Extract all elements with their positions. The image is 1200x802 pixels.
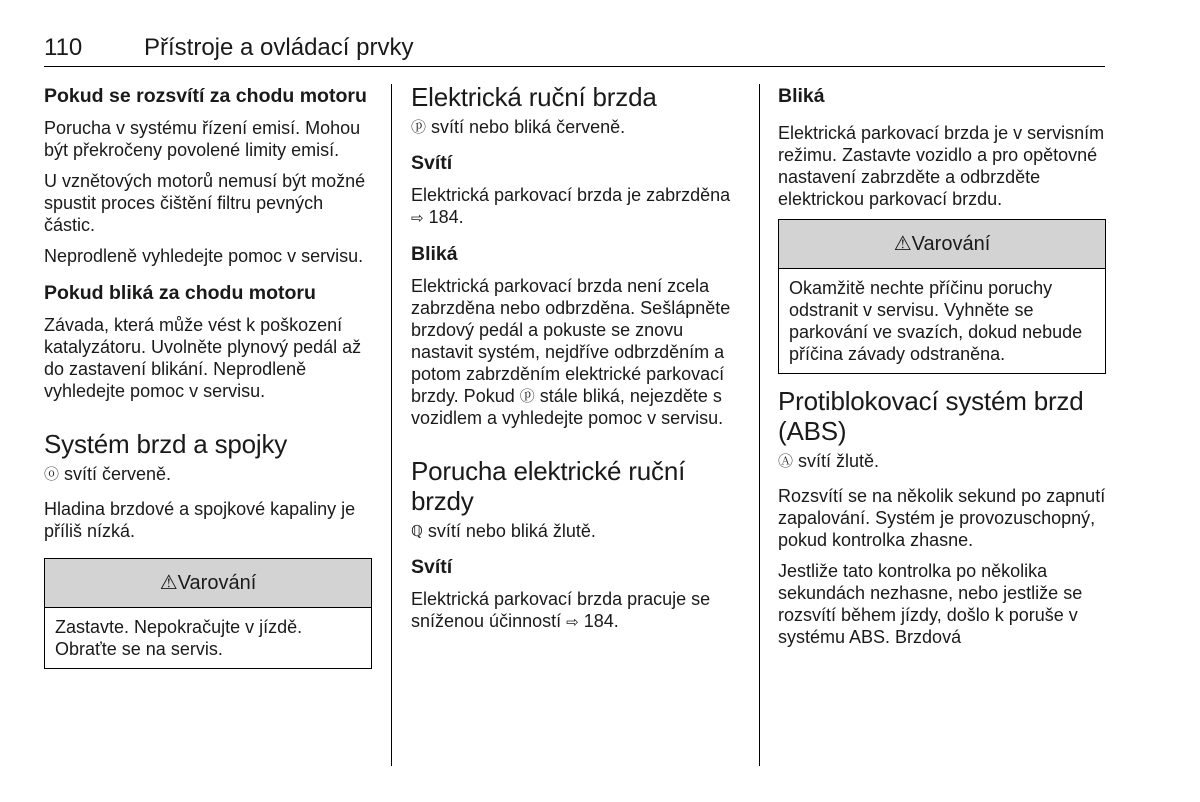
- paragraph: Závada, která může vést k poškození katalyzátoru. Uvolněte plynový pedál až do zastavení blikání. Neprodleně vyhledejte pomoc v servisu.: [44, 315, 362, 401]
- heading-lights: Svítí: [411, 152, 453, 174]
- paragraph: Elektrická parkovací brzda není zcela zabrzděna nebo odbrzděna. Sešlápněte brzdový pedál a pokuste se znovu nastavit systém, nejdříve odbrzděním a potom zabrzděním elektrické parkovací brzdy. Pokud ⓟ stále bliká, nejezděte s vozidlem a vyhledejte pomoc v servisu.: [411, 276, 731, 428]
- parking-brake-icon: ⓟ: [411, 119, 427, 136]
- page-reference-arrow-icon: ⇨: [411, 210, 424, 227]
- brake-indicator-line: ⓞ svítí červeně.: [44, 464, 172, 484]
- warning-title: ⚠Varování: [779, 220, 1105, 269]
- column-divider: [759, 84, 760, 766]
- paragraph: U vznětových motorů nemusí být možné spustit proces čištění filtru pevných částic.: [44, 171, 366, 235]
- warning-text: Zastavte. Nepokračujte v jízdě. Obraťte se na servis.: [55, 617, 303, 659]
- heading-flashes-engine-running: Pokud bliká za chodu motoru: [44, 282, 316, 304]
- warning-box: [44, 558, 372, 669]
- column-middle: [411, 84, 746, 643]
- section-title: Přístroje a ovládací prvky: [144, 34, 414, 61]
- paragraph: Rozsvítí se na několik sekund po zapnutí zapalování. Systém je provozuschopný, pokud kontrolka zhasne.: [778, 486, 1106, 550]
- brake-fault-icon: ℚ: [411, 523, 423, 540]
- paragraph: Elektrická parkovací brzda pracuje se sníženou účinností ⇨ 184.: [411, 588, 746, 634]
- page-header: [44, 36, 1105, 67]
- warning-title: ⚠Varování: [45, 559, 371, 608]
- abs-icon: Ⓐ: [778, 453, 794, 470]
- paragraph: Neprodleně vyhledejte pomoc v servisu.: [44, 246, 364, 266]
- heading-electric-brake-fault: Porucha elektrické ruční brzdy: [411, 456, 686, 516]
- heading-electric-hand-brake: Elektrická ruční brzda: [411, 82, 657, 112]
- heading-brake-clutch-system: Systém brzd a spojky: [44, 429, 288, 459]
- warning-text: Okamžitě nechte příčinu poruchy odstranit v servisu. Vyhněte se parkování ve svazích, dokud nebude příčina závady odstraněna.: [789, 278, 1083, 364]
- column-left: [44, 84, 372, 679]
- column-divider: [391, 84, 392, 766]
- page-reference-arrow-icon: ⇨: [566, 614, 579, 631]
- parking-brake-icon: ⓟ: [519, 388, 535, 405]
- warning-box: [778, 219, 1106, 374]
- column-right: [778, 84, 1106, 657]
- fault-indicator-line: ℚ svítí nebo bliká žlutě.: [411, 521, 596, 541]
- heading-flashes: Bliká: [778, 85, 825, 107]
- paragraph: Elektrická parkovací brzda je v servisním režimu. Zastavte vozidlo a pro opětovné nastavení zabrzděte a odbrzděte elektrickou parkovací brzdu.: [778, 123, 1105, 209]
- paragraph: Porucha v systému řízení emisí. Mohou být překročeny povolené limity emisí.: [44, 118, 361, 160]
- brake-warning-icon: ⓞ: [44, 466, 60, 483]
- paragraph: Elektrická parkovací brzda je zabrzděna ⇨ 184.: [411, 184, 746, 230]
- epb-indicator-line: ⓟ svítí nebo bliká červeně.: [411, 117, 626, 137]
- abs-indicator-line: Ⓐ svítí žlutě.: [778, 451, 880, 471]
- heading-lights: Svítí: [411, 556, 453, 578]
- paragraph: Hladina brzdové a spojkové kapaliny je příliš nízká.: [44, 499, 356, 541]
- heading-lights-on-engine-running: Pokud se rozsvítí za chodu motoru: [44, 85, 367, 107]
- page-number: 110: [44, 34, 83, 61]
- heading-abs: Protiblokovací systém brzd (ABS): [778, 386, 1084, 446]
- paragraph: Jestliže tato kontrolka po několika sekundách nezhasne, nebo jestliže se rozsvítí během jízdy, došlo k poruše v systému ABS. Brzdová: [778, 561, 1083, 647]
- heading-flashes: Bliká: [411, 243, 458, 265]
